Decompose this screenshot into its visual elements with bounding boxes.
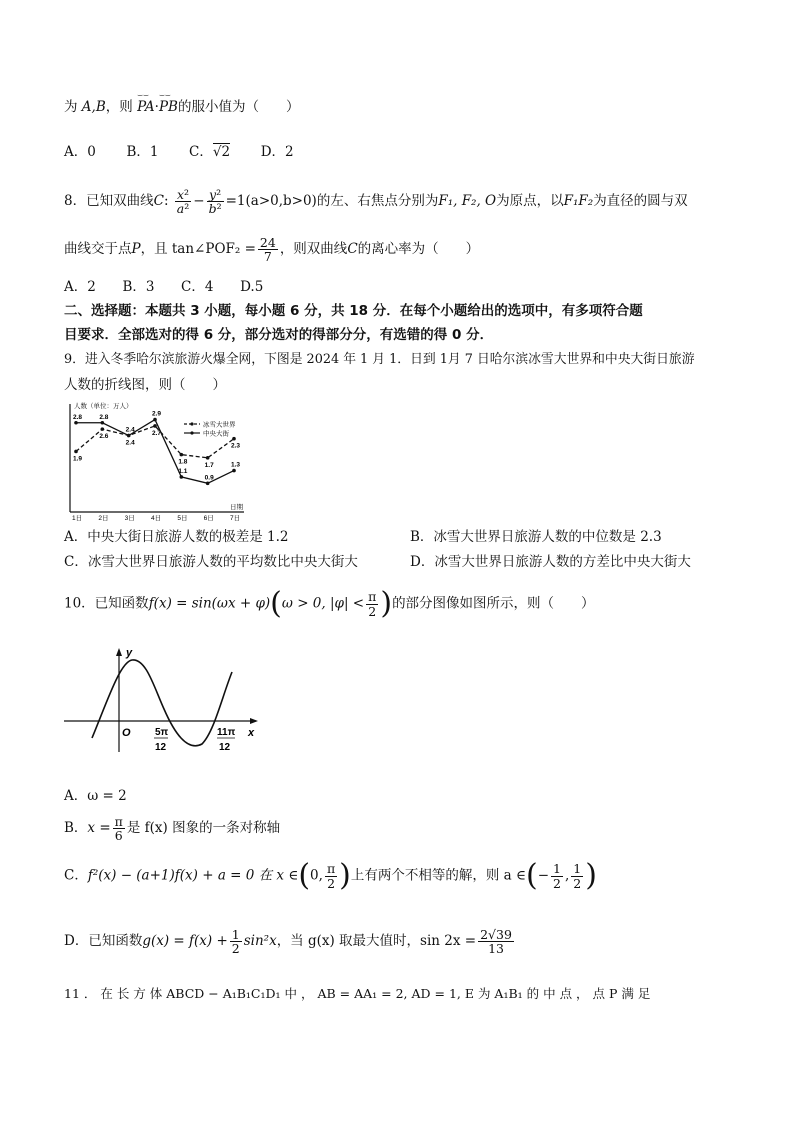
- chart9-series-2-label-7: 1.3: [231, 461, 241, 469]
- chart9-series-2-label-2: 2.8: [99, 413, 109, 421]
- q7-options: [64, 146, 294, 160]
- chart9-series-2-point-4: [153, 418, 157, 422]
- q10-tick2-den: 12: [219, 742, 231, 753]
- q10-stem: 10．已知函数f(x) = sin(ωx + φ)(ω > 0, |φ| < $\frac{\pi}{2}$ )的部分图像如图所示，则（ ）: [64, 586, 595, 621]
- chart9-series-1-label-3: 2.4: [125, 439, 135, 447]
- chart9-series-2-point-7: [232, 469, 236, 473]
- q7-option-b[interactable]: B．1: [126, 144, 159, 160]
- chart9-series-2-label-1: 2.8: [73, 413, 83, 421]
- q7-option-a[interactable]: A．0: [64, 144, 96, 160]
- q10-option-c[interactable]: C．f²(x) − (a+1)f(x) + a = 0 在 x ∈(0, $\frac{\pi}{2}$ )上有两个不相等的解，则 a ∈(− $\frac{1}{2}$ , $\frac{1}{2}$ ): [64, 858, 597, 893]
- q9-option-b[interactable]: B．冰雪大世界日旅游人数的中位数是 2.3: [410, 529, 662, 545]
- section2-heading-line1: 二、选择题：本题共 3 小题，每小题 6 分，共 18 分．在每个小题给出的选项中，有多项符合题: [64, 303, 643, 319]
- chart9-x-tick-2: 2日: [98, 515, 109, 522]
- chart9-series-1-label-5: 1.8: [178, 458, 188, 466]
- chart9-x-tick-5: 5日: [177, 515, 188, 522]
- chart9-y-label: 人数（单位：万人）: [74, 403, 133, 410]
- chart9-series-1-point-2: [101, 427, 105, 431]
- chart9-series-2-point-5: [180, 475, 184, 479]
- chart9-series-2-point-1: [74, 421, 78, 425]
- q10-option-b[interactable]: B．x = $\frac{\pi}{6}$ 是 f(x) 图象的一条对称轴: [64, 814, 281, 844]
- q8-option-a[interactable]: A．2: [64, 279, 96, 295]
- q8-options: [64, 281, 263, 295]
- chart9-series-1-label-1: 1.9: [73, 455, 83, 463]
- q10-origin-label: O: [122, 727, 131, 739]
- q9-option-c[interactable]: C．冰雪大世界日旅游人数的平均数比中央大街大: [64, 554, 358, 570]
- chart9-x-tick-3: 3日: [124, 515, 135, 522]
- chart9-series-2-label-3: 2.4: [125, 426, 135, 434]
- q9-option-a[interactable]: A．中央大街日旅游人数的极差是 1.2: [64, 529, 289, 545]
- q9-line-chart: [62, 400, 252, 522]
- q10-axis-y-label: y: [126, 647, 133, 659]
- q9-stem-line1: 9．进入冬季哈尔滨旅游火爆全网，下图是 2024 年 1 月 1．日到 1月 7 日哈尔滨冰雪大世界和中央大街日旅游: [64, 352, 695, 367]
- q10-option-d[interactable]: D．已知函数g(x) = f(x) + $\frac{1}{2}$ sin²x，当 g(x) 取最大值时，sin 2x = $\frac{2√39}{13}$: [64, 927, 512, 957]
- q8-option-c[interactable]: C．4: [181, 279, 214, 295]
- chart9-series-1-point-4: [153, 424, 157, 428]
- q8-line1: 8．已知双曲线C: $\frac{\text{x²}}{\text{a²}}$ − $\frac{\text{y²}}{\text{b²}}$ =1(a>0,b>0)的左、右焦点分别为F₁, F₂, O为原点，以F₁F₂为直径的圆与双: [64, 187, 688, 217]
- chart9-series-1-point-5: [180, 453, 184, 457]
- q8-line2: 曲线交于点P，且 tan∠POF₂ = $\frac{24}{7}$ ，则双曲线C的离心率为（ ）: [64, 235, 480, 265]
- chart9-series-2-label-4: 2.9: [152, 410, 162, 418]
- chart9-series-1-point-1: [74, 450, 78, 454]
- chart9-series-2-point-2: [101, 421, 105, 425]
- q10-axis-x-label: x: [248, 727, 255, 739]
- chart9-series-2-point-3: [127, 434, 131, 438]
- q10-tick1-num: 5π: [155, 727, 169, 738]
- chart9-legend-marker-2: [190, 431, 193, 434]
- chart9-legend-marker-1: [190, 422, 193, 425]
- q7-option-d[interactable]: D．2: [260, 144, 294, 160]
- chart9-x-tick-7: 7日: [230, 515, 241, 522]
- q7-option-c[interactable]: C．√2: [189, 144, 231, 160]
- chart9-series-1-point-6: [206, 456, 210, 460]
- chart9-series-2-label-5: 1.1: [178, 467, 188, 475]
- section2-heading-line2: 目要求．全部选对的得 6 分，部分选对的得部分分，有选错的得 0 分．: [64, 327, 494, 343]
- q10-tick2-num: 11π: [217, 727, 236, 738]
- q10-option-a[interactable]: A．ω = 2: [64, 788, 127, 804]
- q8-option-d[interactable]: D.5: [240, 279, 264, 295]
- q8-option-b[interactable]: B．3: [122, 279, 155, 295]
- chart9-x-label: 日期: [230, 504, 243, 511]
- chart9-series-2-point-6: [206, 482, 210, 486]
- q9-stem-line2: 人数的折线图，则（ ）: [64, 377, 226, 393]
- q10-tick1-den: 12: [155, 742, 167, 753]
- q10-sine-graph: [62, 644, 262, 756]
- chart9-legend-label-2: 中央大街: [203, 430, 229, 438]
- chart9-legend-label-1: 冰雪大世界: [203, 421, 236, 429]
- chart9-x-tick-4: 4日: [151, 515, 162, 522]
- q7-stem: 为 A,B，则 ⌣⌣ PA· ⌣⌣ PB的服小值为（ ）: [64, 91, 300, 115]
- q11-stem: 11 ． 在 长 方 体 ABCD − A₁B₁C₁D₁ 中 ， AB = AA₁ = 2, AD = 1, E 为 A₁B₁ 的 中 点 ， 点 P 满 足: [64, 986, 651, 1001]
- chart9-series-1-label-2: 2.6: [99, 433, 109, 441]
- chart9-series-1-label-6: 1.7: [204, 461, 214, 469]
- chart9-series-1-point-7: [232, 437, 236, 441]
- chart9-x-tick-1: 1日: [72, 515, 83, 522]
- chart9-x-tick-6: 6日: [203, 515, 214, 522]
- chart9-series-1-label-7: 2.3: [231, 442, 241, 450]
- q9-option-d[interactable]: D．冰雪大世界日旅游人数的方差比中央大街大: [410, 554, 691, 570]
- chart9-series-2-label-6: 0.9: [204, 474, 214, 482]
- chart9-series-1-label-4: 2.7: [152, 429, 162, 437]
